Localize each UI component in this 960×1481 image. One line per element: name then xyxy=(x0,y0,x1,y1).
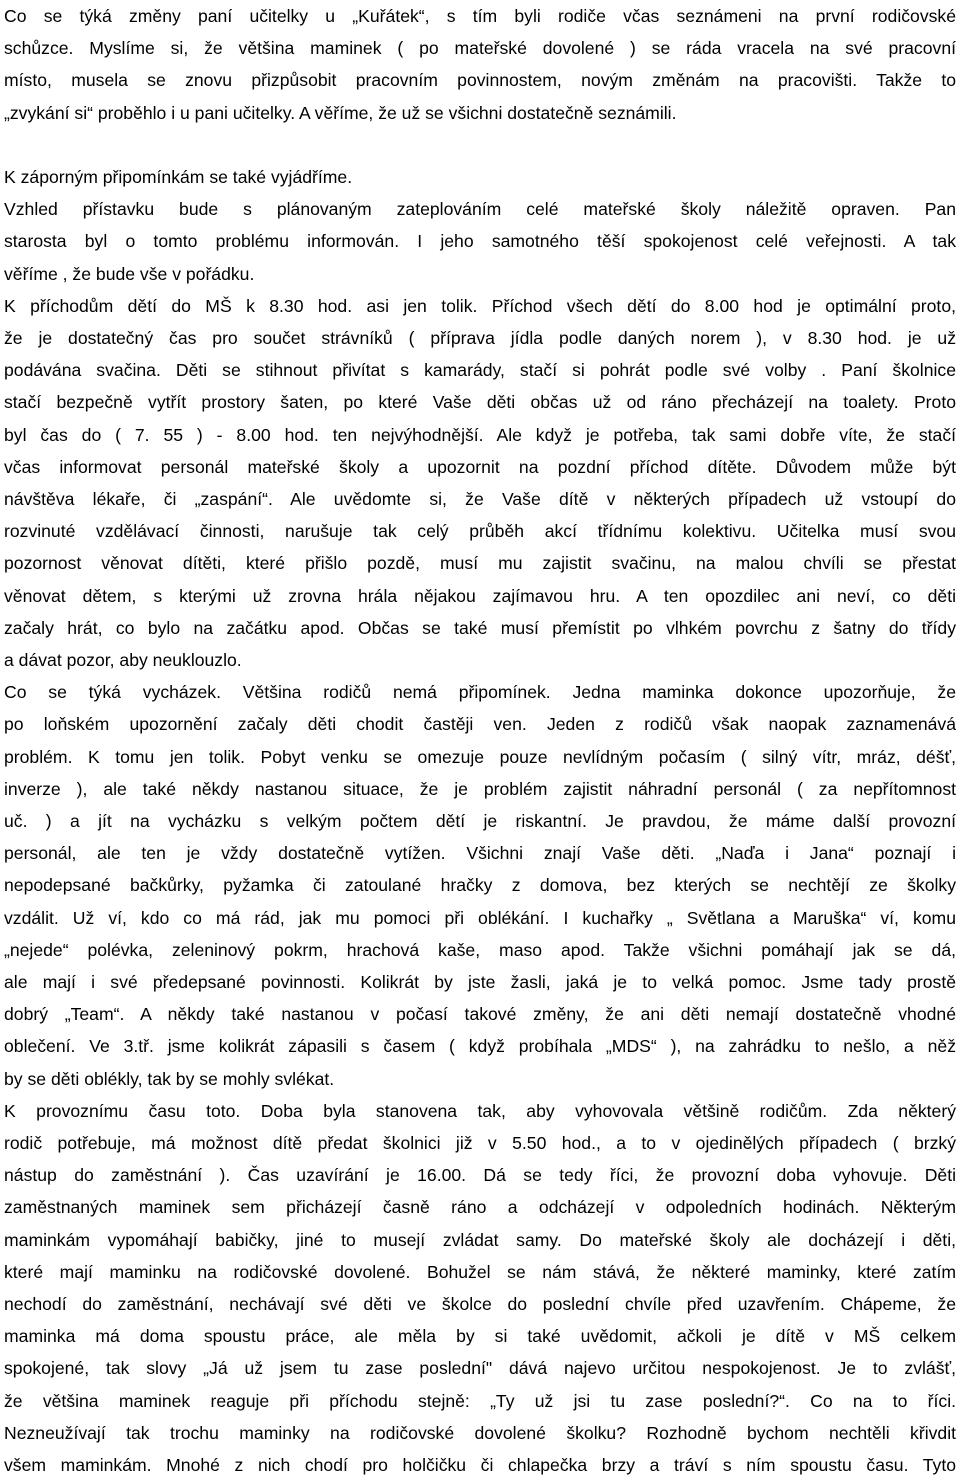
text-line: by se děti oblékly, tak by se mohly svlékat. xyxy=(4,1068,335,1089)
text-line: rozvinuté vzdělávací činnosti, narušuje tak celý průběh akcí třídnímu kolektivu. Učitelka musí svou xyxy=(4,521,956,542)
text-line: Co se týká vycházek. Většina rodičů nemá připomínek. Jedna maminka dokonce upozorňuje, že xyxy=(4,682,956,703)
text-line: inverze ), ale také někdy nastanou situace, že je problém zajistit náhradní personál ( za nepřítomnost xyxy=(4,778,956,799)
text-line: nechodí do zaměstnání, nechávají své děti ve školce do poslední chvíle před uzavřením. Chápeme, že xyxy=(4,1294,956,1314)
text-line: že většina maminek reaguje při příchodu stejně: „Ty už jsi tu zase poslední?“. Co na to říci. xyxy=(4,1390,956,1411)
text-line: K příchodům dětí do MŠ k 8.30 hod. asi jen tolik. Příchod všech dětí do 8.00 hod je optimální proto, xyxy=(4,295,956,316)
text-line: personál, ale ten je vždy dostatečně vytížen. Všichni znají Vaše děti. „Naďa i Jana“ poznají i xyxy=(4,843,956,864)
text-line: Nezneužívají tak trochu maminky na rodičovské dovolené školku? Rozhodně bychom nechtěli křivdit xyxy=(4,1422,956,1443)
text-line: K záporným připomínkám se také vyjádříme. xyxy=(4,167,353,187)
text-line: věnovat dětem, s kterými už zrovna hrála nějakou zajímavou hru. A ten opozdilec ani neví, co děti xyxy=(4,585,956,606)
text-line: nepodepsané bačkůrky, pyžamka či zatoulané hračky z domova, bez kterých se nechtějí ze školky xyxy=(4,875,956,896)
text-line: Vzhled přístavku bude s plánovaným zateplováním celé mateřské školy náležitě opraven. Pan xyxy=(4,199,956,220)
text-line: podávána svačina. Děti se stihnout přivítat s kamarády, stačí si pohrát podle své volby . Paní školnice xyxy=(4,360,956,381)
text-line: spokojené, tak slovy „Já už jsem tu zase poslední" dává najevo určitou nespokojenost. Je to zvlášť, xyxy=(4,1358,956,1379)
text-line: oblečení. Ve 3.tř. jsme kolikrát zápasili s časem ( když probíhala „MDS“ ), na zahrádku to nešlo, a něž xyxy=(4,1036,956,1057)
text-line: „zvykání si“ proběhlo i u pani učitelky. A věříme, že už se všichni dostatečně seznámili. xyxy=(4,102,677,123)
text-line: problém. K tomu jen tolik. Pobyt venku se omezuje pouze nevlídným počasím ( silný vítr, mráz, déšť, xyxy=(4,746,956,767)
text-line: starosta byl o tomto problému informován. I jeho samotného těší spokojenost celé veřejnosti. A tak xyxy=(4,231,956,252)
blank-line xyxy=(4,129,956,161)
text-line: stačí bezpečně vytřít prostory šaten, po které Vaše děti občas už od ráno přecházejí na toalety. Proto xyxy=(4,392,956,413)
text-line: věříme , že bude vše v pořádku. xyxy=(4,263,255,284)
text-line: byl čas do ( 7. 55 ) - 8.00 hod. ten nejvýhodnější. Ale když je potřeba, tak sami dobře víte, že stačí xyxy=(4,424,956,445)
text-line: rodič potřebuje, má možnost dítě předat školnici již v 5.50 hod., a to v ojedinělých případech ( brzký xyxy=(4,1133,956,1153)
text-line: pozornost věnovat dítěti, které přišlo pozdě, musí mu zajistit svačinu, na malou chvíli se přestat xyxy=(4,553,956,574)
text-line: začaly hrát, co bylo na začátku apod. Občas se také musí přemístit po vlhkém povrchu z šatny do třídy xyxy=(4,617,956,638)
text-line: ale mají i své předepsané povinnosti. Kolikrát by jste žasli, jaká je to velká pomoc. Jsme tady prostě xyxy=(4,972,956,992)
text-line: všem maminkám. Mnohé z nich chodí pro holčičku či chlapečka brzy a tráví s ním spoustu času. Tyto xyxy=(4,1455,956,1475)
text-line: schůzce. Myslíme si, že většina maminek ( po mateřské dovolené ) se ráda vracela na své pracovní xyxy=(4,38,956,59)
text-line: dobrý „Team“. A někdy také nastanou v počasí takové změny, že ani děti nemají dostatečně vhodné xyxy=(4,1004,956,1025)
text-line: návštěva lékaře, či „zaspání“. Ale uvědomte si, že Vaše dítě v některých případech už vstoupí do xyxy=(4,489,956,509)
text-line: které mají maminku na rodičovské dovolené. Bohužel se nám stává, že některé maminky, které zatím xyxy=(4,1261,956,1282)
text-line: „nejede“ polévka, zeleninový pokrm, hrachová kaše, maso apod. Takže všichni pomáhají jak se dá, xyxy=(4,939,956,960)
text-line: Co se týká změny paní učitelky u „Kuřátek“, s tím byli rodiče včas seznámeni na první rodičovské xyxy=(4,6,956,26)
text-line: a dávat pozor, aby neuklouzlo. xyxy=(4,650,242,670)
text-line: maminkám vypomáhají babičky, jiné to musejí zvládat samy. Do mateřské školy ale docházejí i děti, xyxy=(4,1229,956,1250)
text-line: včas informovat personál mateřské školy a upozornit na pozdní příchod dítěte. Důvodem může být xyxy=(4,456,956,477)
text-line: zaměstnaných maminek sem přicházejí časně ráno a odcházejí v odpoledních hodinách. Některým xyxy=(4,1197,956,1218)
text-line: nástup do zaměstnání ). Čas uzavírání je 16.00. Dá se tedy říci, že provozní doba vyhovuje. Děti xyxy=(4,1165,956,1186)
text-line: po loňském upozornění začaly děti chodit častěji ven. Jeden z rodičů však naopak zaznamenává xyxy=(4,714,956,735)
text-line: K provoznímu času toto. Doba byla stanovena tak, aby vyhovovala většině rodičům. Zda některý xyxy=(4,1100,956,1121)
text-line: místo, musela se znovu přizpůsobit pracovním povinnostem, novým změnám na pracovišti. Takže to xyxy=(4,70,956,91)
text-line: že je dostatečný čas pro součet strávníků ( příprava jídla podle daných norem ), v 8.30 hod. je už xyxy=(4,328,956,348)
text-line: vzdálit. Už ví, kdo co má rád, jak mu pomoci při oblékání. I kuchařky „ Světlana a Maruška“ ví, komu xyxy=(4,907,956,928)
text-line: maminka má doma spoustu práce, ale měla by si také uvědomit, ačkoli je dítě v MŠ celkem xyxy=(4,1326,956,1347)
text-line: uč. ) a jít na vycházku s velkým počtem dětí je riskantní. Je pravdou, že máme další provozní xyxy=(4,811,956,831)
